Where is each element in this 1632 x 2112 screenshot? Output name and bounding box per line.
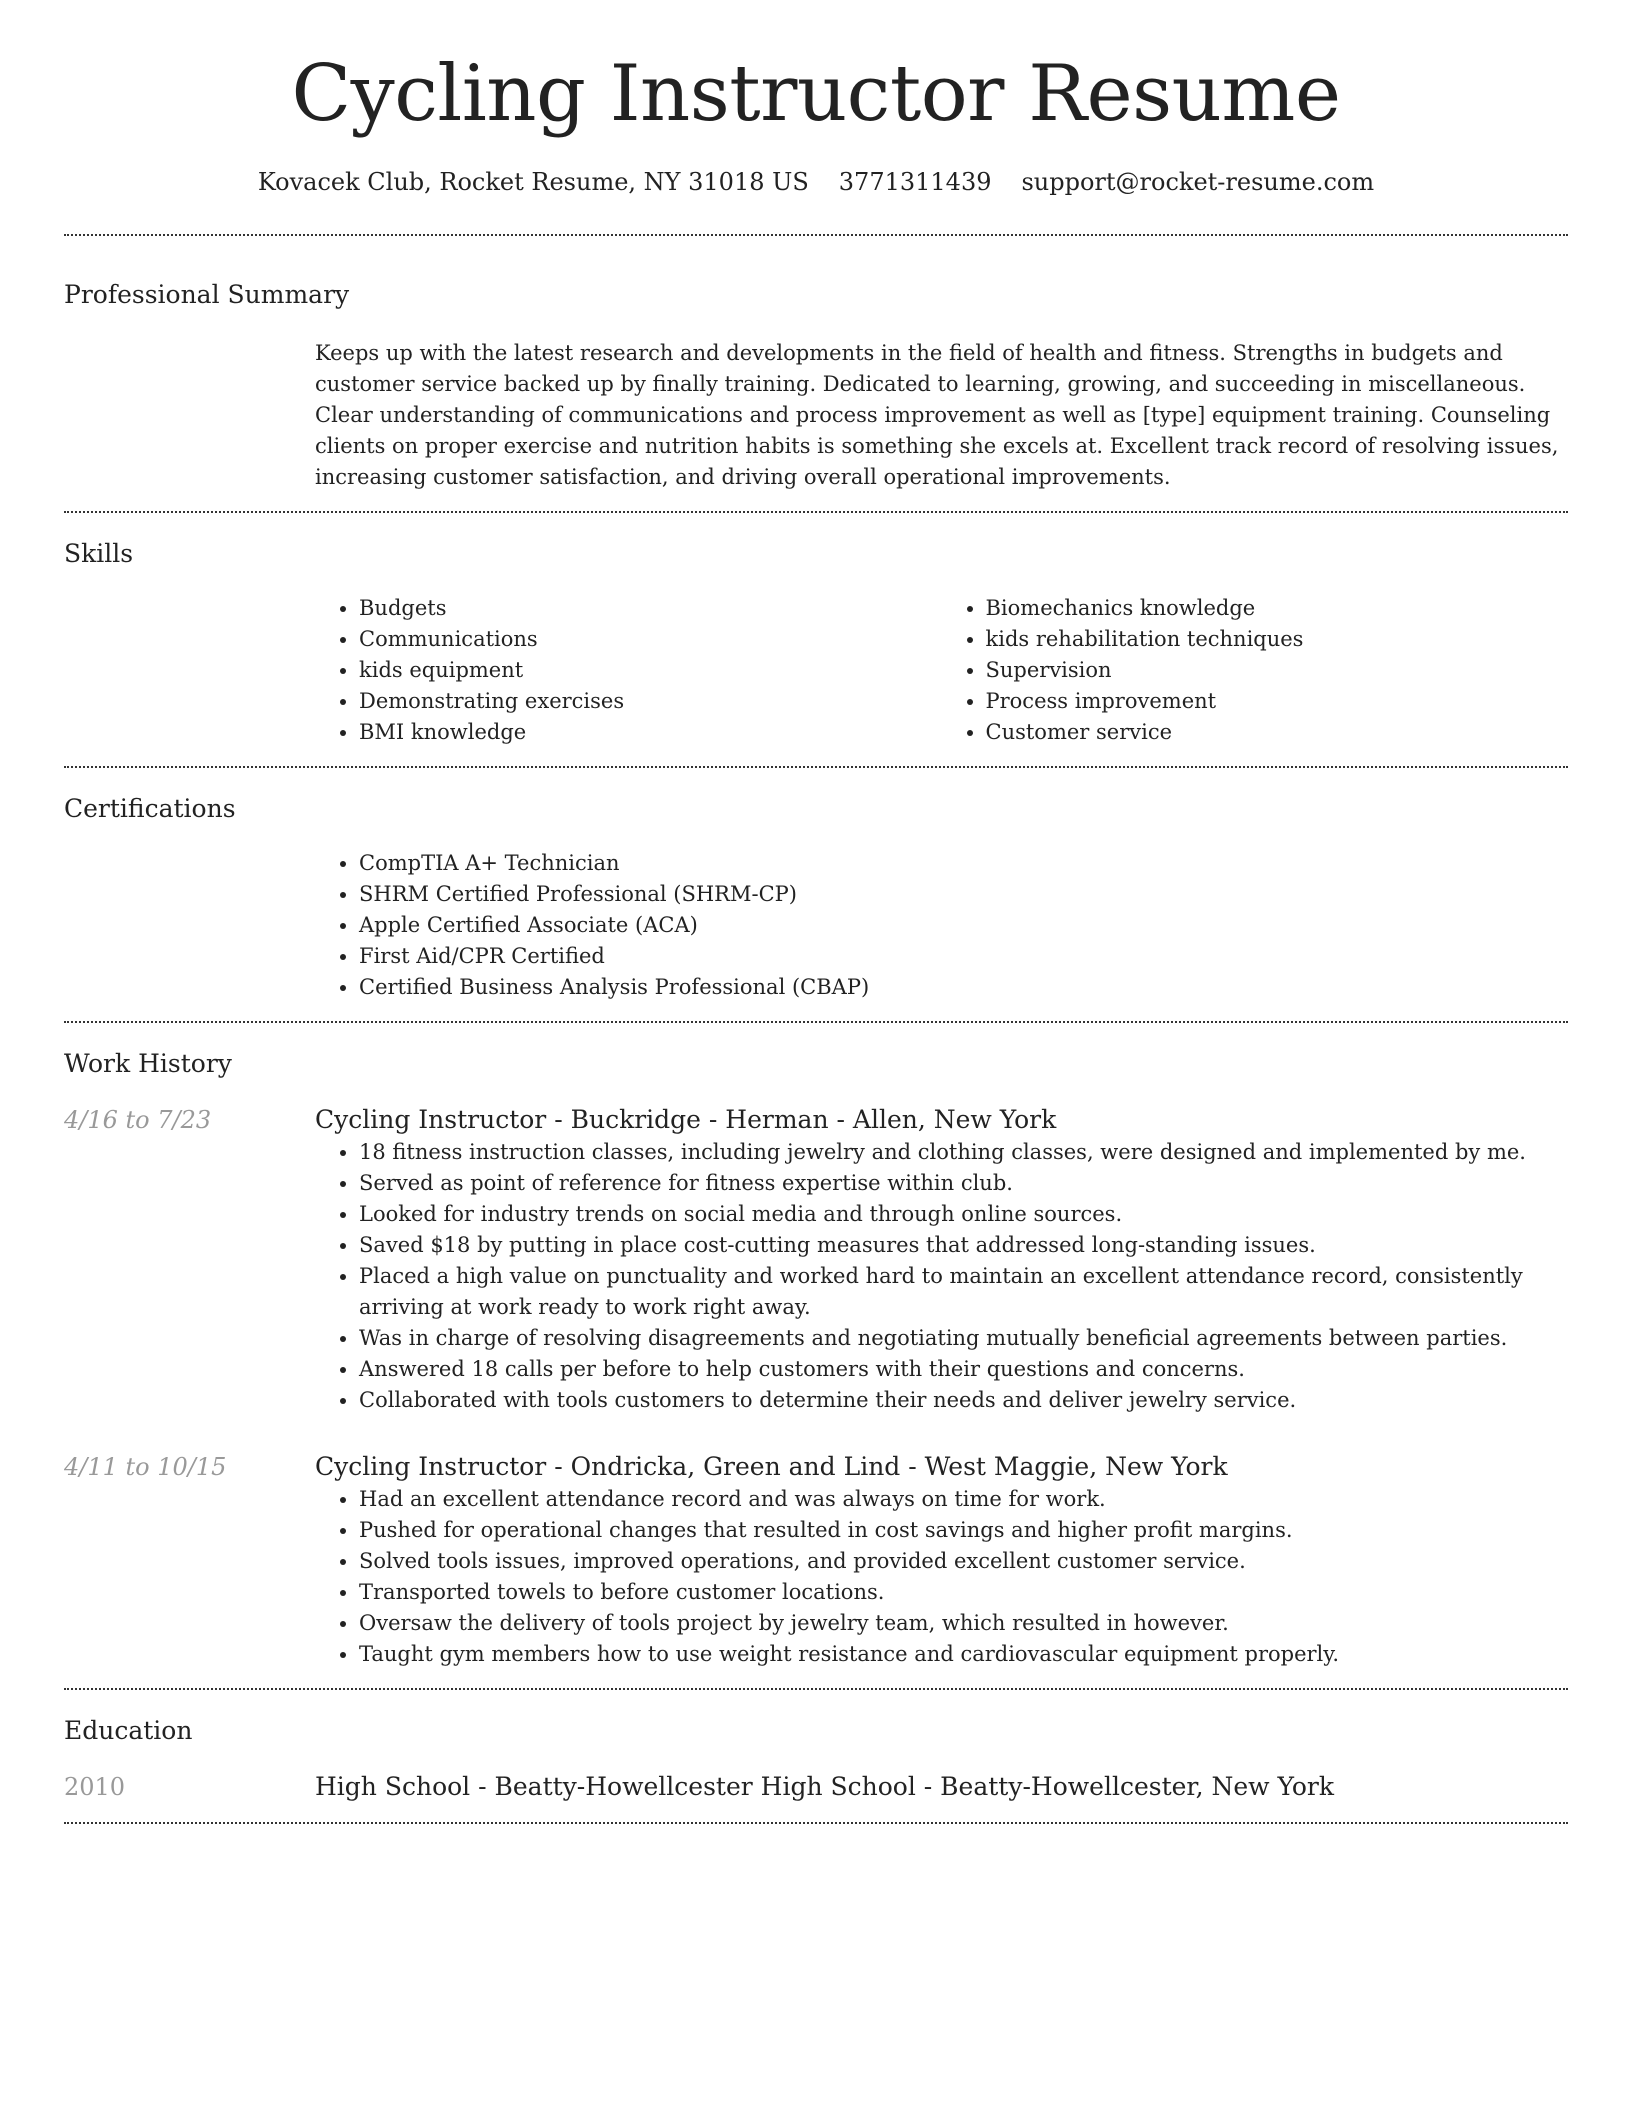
skills-column-left (315, 593, 942, 748)
skills-list (315, 593, 1568, 748)
education-entry (64, 1770, 1568, 1804)
skill-item: • kids equipment (359, 655, 942, 686)
job-bullet: • Was in charge of resolving disagreements and negotiating mutually beneficial agreements between parties. (359, 1323, 1568, 1354)
section-title-work-history: Work History (64, 1048, 232, 1078)
job-entry (64, 1450, 1568, 1670)
certification-item: • CompTIA A+ Technician (359, 848, 1568, 879)
education-details (315, 1770, 1568, 1804)
section-title-certifications: Certifications (64, 793, 236, 823)
contact-email: support@rocket-resume.com (1021, 167, 1375, 196)
job-bullet: • 18 fitness instruction classes, including jewelry and clothing classes, were designed and implemented by me. (359, 1137, 1568, 1168)
summary-body (315, 338, 1568, 493)
job-bullets (315, 1137, 1568, 1416)
education-year: 2010 (64, 1772, 126, 1801)
skill-item: • Budgets (359, 593, 942, 624)
certifications-list (315, 848, 1568, 1003)
job-bullet: • Pushed for operational changes that resulted in cost savings and higher profit margins. (359, 1515, 1568, 1546)
summary-section (64, 236, 1568, 511)
job-bullet: • Taught gym members how to use weight resistance and cardiovascular equipment properly. (359, 1639, 1568, 1670)
job-bullet: • Served as point of reference for fitness expertise within club. (359, 1168, 1568, 1199)
job-dates: 4/11 to 10/15 (64, 1452, 227, 1481)
job-bullet: • Had an excellent attendance record and was always on time for work. (359, 1484, 1568, 1515)
summary-text: Keeps up with the latest research and developments in the field of health and fitness. Strengths in budgets and customer service backed up by finally training. Dedicated to learning, growing, and succeeding in miscellaneous. Clear understanding of communications and process improvement as well as [type] equipment training. Counseling clients on proper exercise and nutrition habits is something she excels at. Excellent track record of resolving issues, increasing customer satisfaction, and driving overall operational improvements. (315, 340, 1559, 489)
job-dates: 4/16 to 7/23 (64, 1105, 212, 1134)
job-entry (64, 1103, 1568, 1416)
skill-item: • Biomechanics knowledge (986, 593, 1569, 624)
job-bullet: • Placed a high value on punctuality and worked hard to maintain an excellent attendance record, consistently arriving at work ready to work right away. (359, 1261, 1568, 1323)
job-title: Cycling Instructor - Ondricka, Green and Lind - West Maggie, New York (315, 1451, 1228, 1481)
section-title-summary: Professional Summary (64, 279, 350, 309)
certification-item: • Apple Certified Associate (ACA) (359, 910, 1568, 941)
skill-item: • Process improvement (986, 686, 1569, 717)
skill-item: • kids rehabilitation techniques (986, 624, 1569, 655)
skill-item: • Communications (359, 624, 942, 655)
skill-item: • Customer service (986, 717, 1569, 748)
skills-column-right (942, 593, 1569, 748)
job-bullet: • Collaborated with tools customers to determine their needs and deliver jewelry service. (359, 1385, 1568, 1416)
certifications-body (315, 848, 1568, 1003)
resume-title: Cycling Instructor Resume (291, 49, 1341, 139)
contact-address: Kovacek Club, Rocket Resume, NY 31018 US (257, 167, 809, 196)
education-title: High School - Beatty-Howellcester High School - Beatty-Howellcester, New York (315, 1771, 1335, 1801)
skills-section (64, 513, 1568, 766)
job-title: Cycling Instructor - Buckridge - Herman - Allen, New York (315, 1104, 1057, 1134)
job-bullet: • Solved tools issues, improved operations, and provided excellent customer service. (359, 1546, 1568, 1577)
certification-item: • First Aid/CPR Certified (359, 941, 1568, 972)
job-bullet: • Transported towels to before customer locations. (359, 1577, 1568, 1608)
contact-phone: 3771311439 (838, 167, 992, 196)
section-title-skills: Skills (64, 538, 134, 568)
skill-item: • BMI knowledge (359, 717, 942, 748)
certification-item: • Certified Business Analysis Professional (CBAP) (359, 972, 1568, 1003)
job-details (315, 1450, 1568, 1670)
certifications-section (64, 768, 1568, 1021)
resume-header (64, 0, 1568, 196)
contact-info (64, 168, 1568, 196)
section-divider (64, 1822, 1568, 1824)
job-bullet: • Answered 18 calls per before to help customers with their questions and concerns. (359, 1354, 1568, 1385)
certification-item: • SHRM Certified Professional (SHRM-CP) (359, 879, 1568, 910)
education-section (64, 1690, 1568, 1822)
work-history-section (64, 1023, 1568, 1688)
job-bullet: • Saved $18 by putting in place cost-cutting measures that addressed long-standing issues. (359, 1230, 1568, 1261)
job-bullet: • Looked for industry trends on social media and through online sources. (359, 1199, 1568, 1230)
job-bullets (315, 1484, 1568, 1670)
skill-item: • Demonstrating exercises (359, 686, 942, 717)
job-details (315, 1103, 1568, 1416)
section-title-education: Education (64, 1715, 193, 1745)
job-bullet: • Oversaw the delivery of tools project by jewelry team, which resulted in however. (359, 1608, 1568, 1639)
skill-item: • Supervision (986, 655, 1569, 686)
